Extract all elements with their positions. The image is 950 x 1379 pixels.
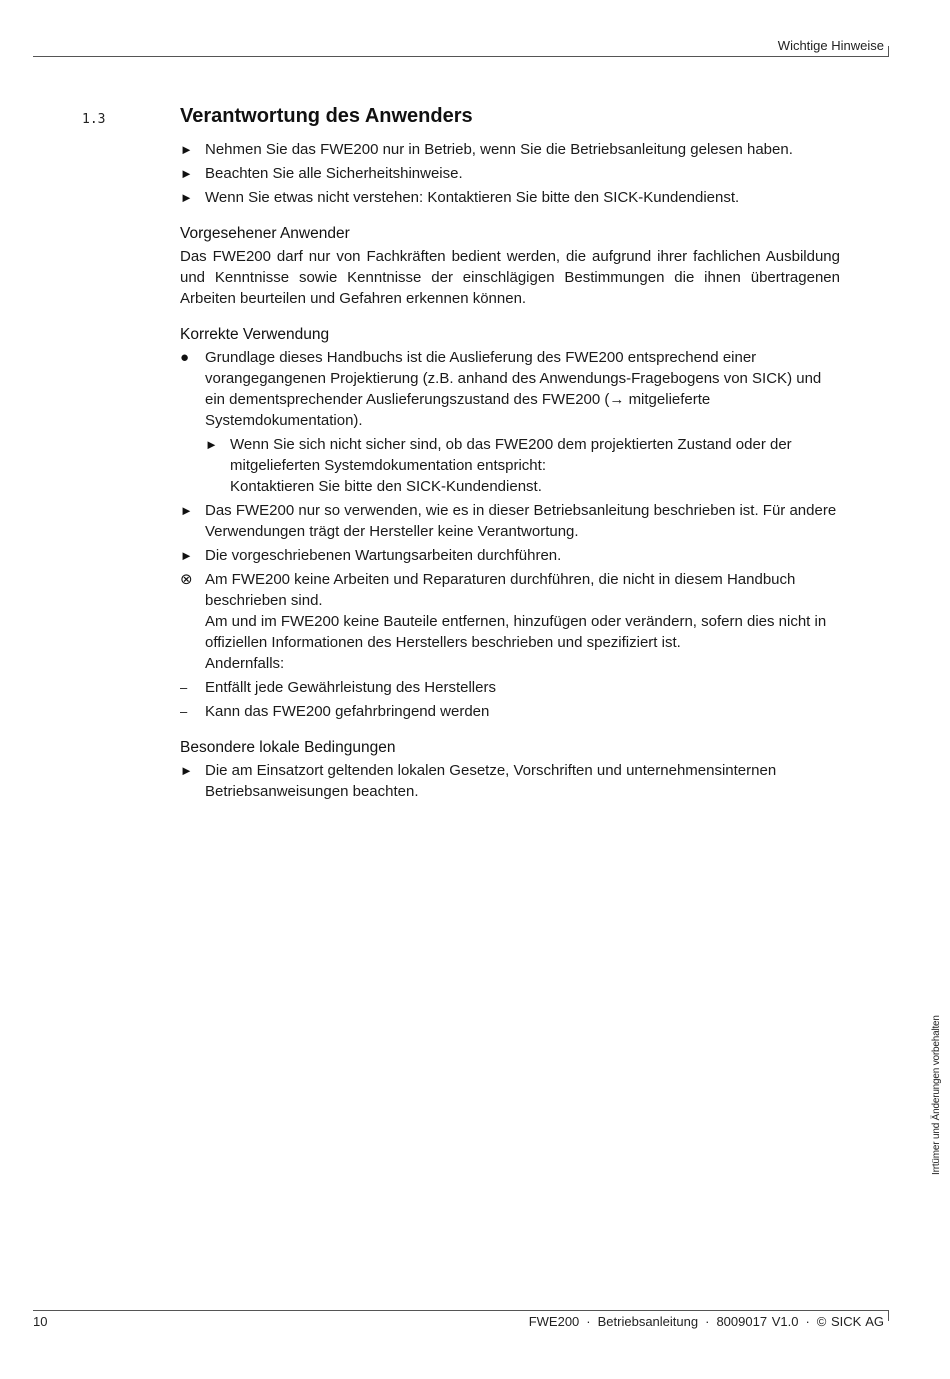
action-text: Die am Einsatzort geltenden lokalen Gesetze, Vorschriften und unternehmensinternen Betriebsanweisungen beachten.	[205, 762, 777, 800]
footer-document-info	[529, 1314, 884, 1329]
action-arrow-icon: ►	[180, 190, 193, 205]
dash-icon: –	[180, 680, 188, 695]
action-item	[180, 163, 840, 184]
bullet-item	[180, 347, 840, 431]
action-item	[180, 187, 840, 208]
paragraph-vorgesehener-anwender: Das FWE200 darf nur von Fachkräften bedient werden, die aufgrund ihrer fachlichen Ausbildung und Kenntnisse sowie Kenntnisse der einschlägigen Bestimmungen die ihnen übertragenen Arbeiten beurteilen und Gefahren erkennen können.	[180, 248, 840, 307]
section-title: Verantwortung des Anwenders	[180, 105, 473, 127]
footer-rule-tick	[888, 1310, 889, 1321]
subheading-besondere-bedingungen: Besondere lokale Bedingungen	[180, 739, 396, 756]
nested-action-item	[205, 434, 840, 497]
action-arrow-icon: ►	[180, 503, 193, 518]
action-arrow-icon: ►	[205, 437, 218, 452]
action-text: Das FWE200 nur so verwenden, wie es in dieser Betriebsanleitung beschrieben ist. Für andere Verwendungen trägt der Hersteller keine Verantwortung.	[205, 502, 837, 540]
running-header: Wichtige Hinweise	[777, 38, 884, 53]
action-item	[180, 139, 840, 160]
action-item	[180, 500, 840, 542]
action-arrow-icon: ►	[180, 166, 193, 181]
bullet-text: Grundlage dieses Handbuchs ist die Auslieferung des FWE200 entsprechend einer vorangegangenen Projektierung (z.B. anhand des Anwendungs-Fragebogens von SICK) und ein dementsprechender Auslieferungszustand des FWE200 (→ mitgelieferte Systemdokumentation).	[205, 349, 822, 429]
header-rule-tick	[888, 46, 889, 57]
footer-product: FWE200	[528, 1314, 580, 1329]
prohibition-text: Am FWE200 keine Arbeiten und Reparaturen durchführen, die nicht in diesem Handbuch beschrieben sind.	[205, 571, 796, 609]
prohibition-item	[180, 569, 840, 674]
prohibition-text: Am und im FWE200 keine Bauteile entfernen, hinzufügen oder verändern, sofern dies nicht in offiziellen Informationen des Herstellers beschrieben und spezifiziert ist.	[205, 613, 827, 651]
nested-action-text: Wenn Sie sich nicht sicher sind, ob das FWE200 dem projektierten Zustand oder der mitgelieferten Systemdokumentation entspricht:	[230, 436, 792, 474]
consequence-text: Kann das FWE200 gefahrbringend werden	[205, 703, 490, 720]
nested-action-text-contact: Kontaktieren Sie bitte den SICK-Kundendienst.	[230, 478, 542, 495]
action-arrow-icon: ►	[180, 142, 193, 157]
action-text: Wenn Sie etwas nicht verstehen: Kontaktieren Sie bitte den SICK-Kundendienst.	[205, 189, 740, 206]
action-arrow-icon: ►	[180, 548, 193, 563]
footer-rule	[33, 1310, 889, 1311]
prohibition-text: Andernfalls:	[205, 655, 285, 672]
footer-separator: ·	[586, 1314, 591, 1329]
action-text: Die vorgeschriebenen Wartungsarbeiten durchführen.	[205, 547, 562, 564]
action-item	[180, 545, 840, 566]
section-number: 1.3	[82, 112, 106, 127]
side-note-disclaimer: Irrtümer und Änderungen vorbehalten	[931, 1015, 942, 1175]
prohibition-icon: ⊗	[180, 571, 193, 588]
bullet-dot-icon: ●	[180, 349, 190, 366]
footer-doc-type: Betriebsanleitung	[597, 1314, 699, 1329]
consequence-text: Entfällt jede Gewährleistung des Herstellers	[205, 679, 496, 696]
action-item	[180, 760, 840, 802]
consequence-item	[180, 701, 840, 722]
action-text: Nehmen Sie das FWE200 nur in Betrieb, wenn Sie die Betriebsanleitung gelesen haben.	[205, 141, 793, 158]
page-content	[180, 139, 840, 805]
footer-separator: ·	[705, 1314, 710, 1329]
footer-part-number: 8009017	[716, 1314, 768, 1329]
footer-separator: ·	[805, 1314, 810, 1329]
dash-icon: –	[180, 704, 188, 719]
page-number: 10	[33, 1314, 48, 1329]
action-text: Beachten Sie alle Sicherheitshinweise.	[205, 165, 463, 182]
consequence-item	[180, 677, 840, 698]
header-rule	[33, 56, 889, 57]
subheading-vorgesehener-anwender: Vorgesehener Anwender	[180, 225, 350, 242]
footer-version: V1.0	[771, 1314, 799, 1329]
action-arrow-icon: ►	[180, 763, 193, 778]
footer-copyright: © SICK AG	[816, 1314, 884, 1329]
subheading-korrekte-verwendung: Korrekte Verwendung	[180, 326, 330, 343]
